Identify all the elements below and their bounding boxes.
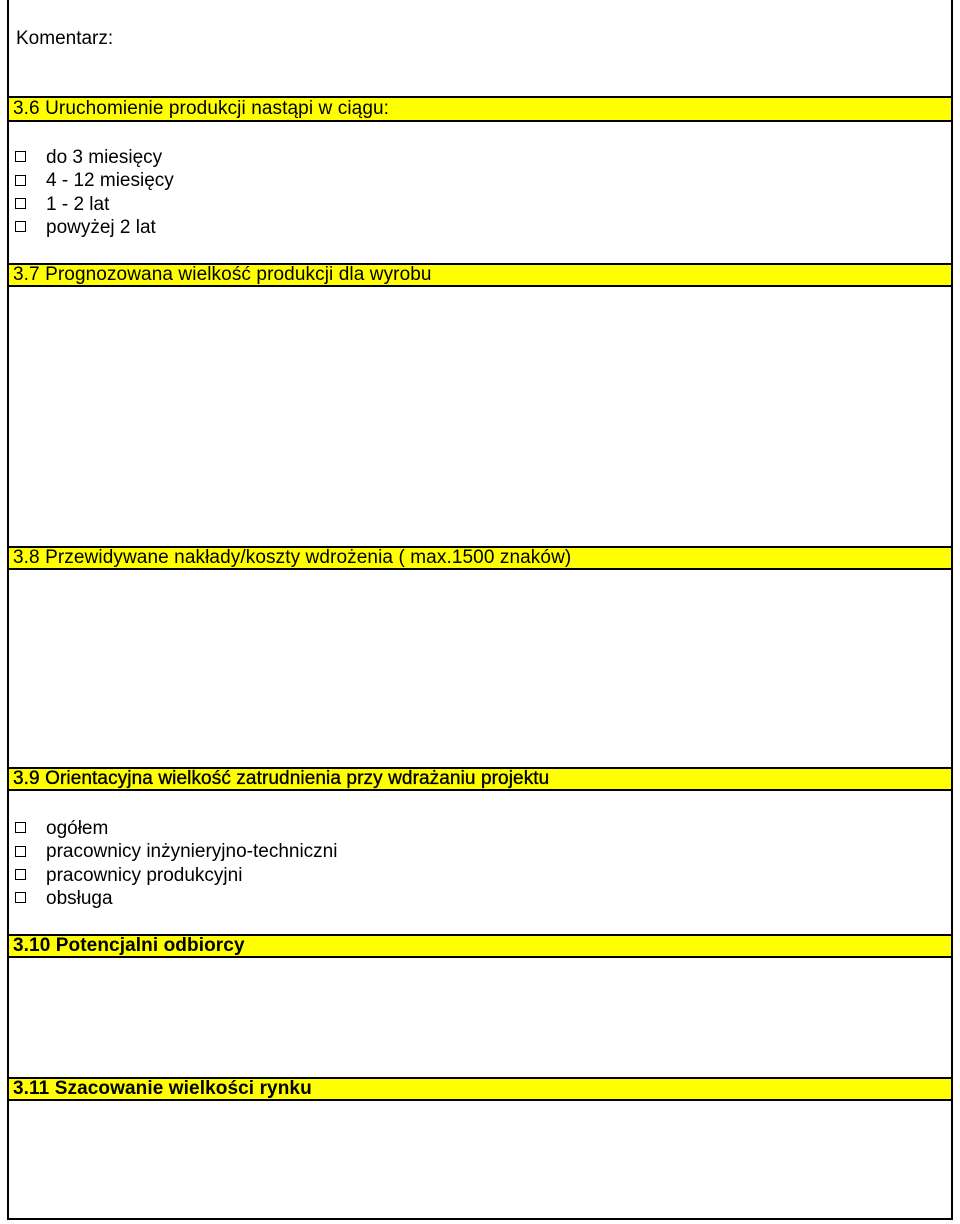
option-item[interactable] — [15, 216, 174, 239]
option-item[interactable] — [15, 193, 174, 216]
checkbox[interactable] — [15, 198, 26, 209]
section-3-7-title: 3.7 Prognozowana wielkość produkcji dla wyrobu — [13, 264, 432, 285]
section-3-8-answer-area[interactable] — [9, 570, 951, 766]
option-item[interactable] — [15, 817, 337, 840]
checkbox[interactable] — [15, 151, 26, 162]
section-3-7-header — [9, 263, 951, 287]
section-3-11-title: 3.11 Szacowanie wielkości rynku — [13, 1078, 312, 1099]
option-item[interactable] — [15, 840, 337, 863]
section-3-8-title: 3.8 Przewidywane nakłady/koszty wdrożenia ( max.1500 znaków) — [13, 547, 572, 568]
section-3-6-title: 3.6 Uruchomienie produkcji nastąpi w ciągu: — [13, 98, 390, 119]
checkbox[interactable] — [15, 846, 26, 857]
option-label: obsługa — [46, 887, 113, 909]
comment-label: Komentarz: — [16, 28, 114, 49]
section-3-9-options — [15, 817, 337, 910]
option-item[interactable] — [15, 887, 337, 910]
section-3-6-options — [15, 146, 174, 239]
option-item[interactable] — [15, 169, 174, 192]
section-3-11-header — [9, 1077, 951, 1101]
section-3-8-header — [9, 546, 951, 570]
option-label: pracownicy produkcyjni — [46, 864, 243, 886]
option-label: ogółem — [46, 818, 109, 839]
checkbox[interactable] — [15, 175, 26, 186]
option-label: 4 - 12 miesięcy — [46, 170, 174, 192]
section-3-9-title: 3.9 Orientacyjna wielkość zatrudnienia przy wdrażaniu projektu — [13, 768, 550, 789]
checkbox[interactable] — [15, 869, 26, 880]
option-label: do 3 miesięcy — [46, 147, 163, 168]
option-item[interactable] — [15, 864, 337, 887]
option-label: powyżej 2 lat — [46, 216, 156, 238]
checkbox[interactable] — [15, 221, 26, 232]
option-label: 1 - 2 lat — [46, 193, 110, 215]
option-label: pracownicy inżynieryjno-techniczni — [46, 841, 338, 863]
application-form — [7, 0, 953, 1220]
checkbox[interactable] — [15, 822, 26, 833]
checkbox[interactable] — [15, 892, 26, 903]
option-item[interactable] — [15, 146, 174, 169]
section-3-7-answer-area[interactable] — [9, 287, 951, 545]
section-3-10-title: 3.10 Potencjalni odbiorcy — [13, 935, 245, 956]
section-3-10-header — [9, 934, 951, 958]
section-3-9-header — [9, 767, 951, 791]
section-3-10-answer-area[interactable] — [9, 958, 951, 1076]
section-3-11-answer-area[interactable] — [9, 1101, 951, 1218]
section-3-6-header — [9, 96, 951, 122]
